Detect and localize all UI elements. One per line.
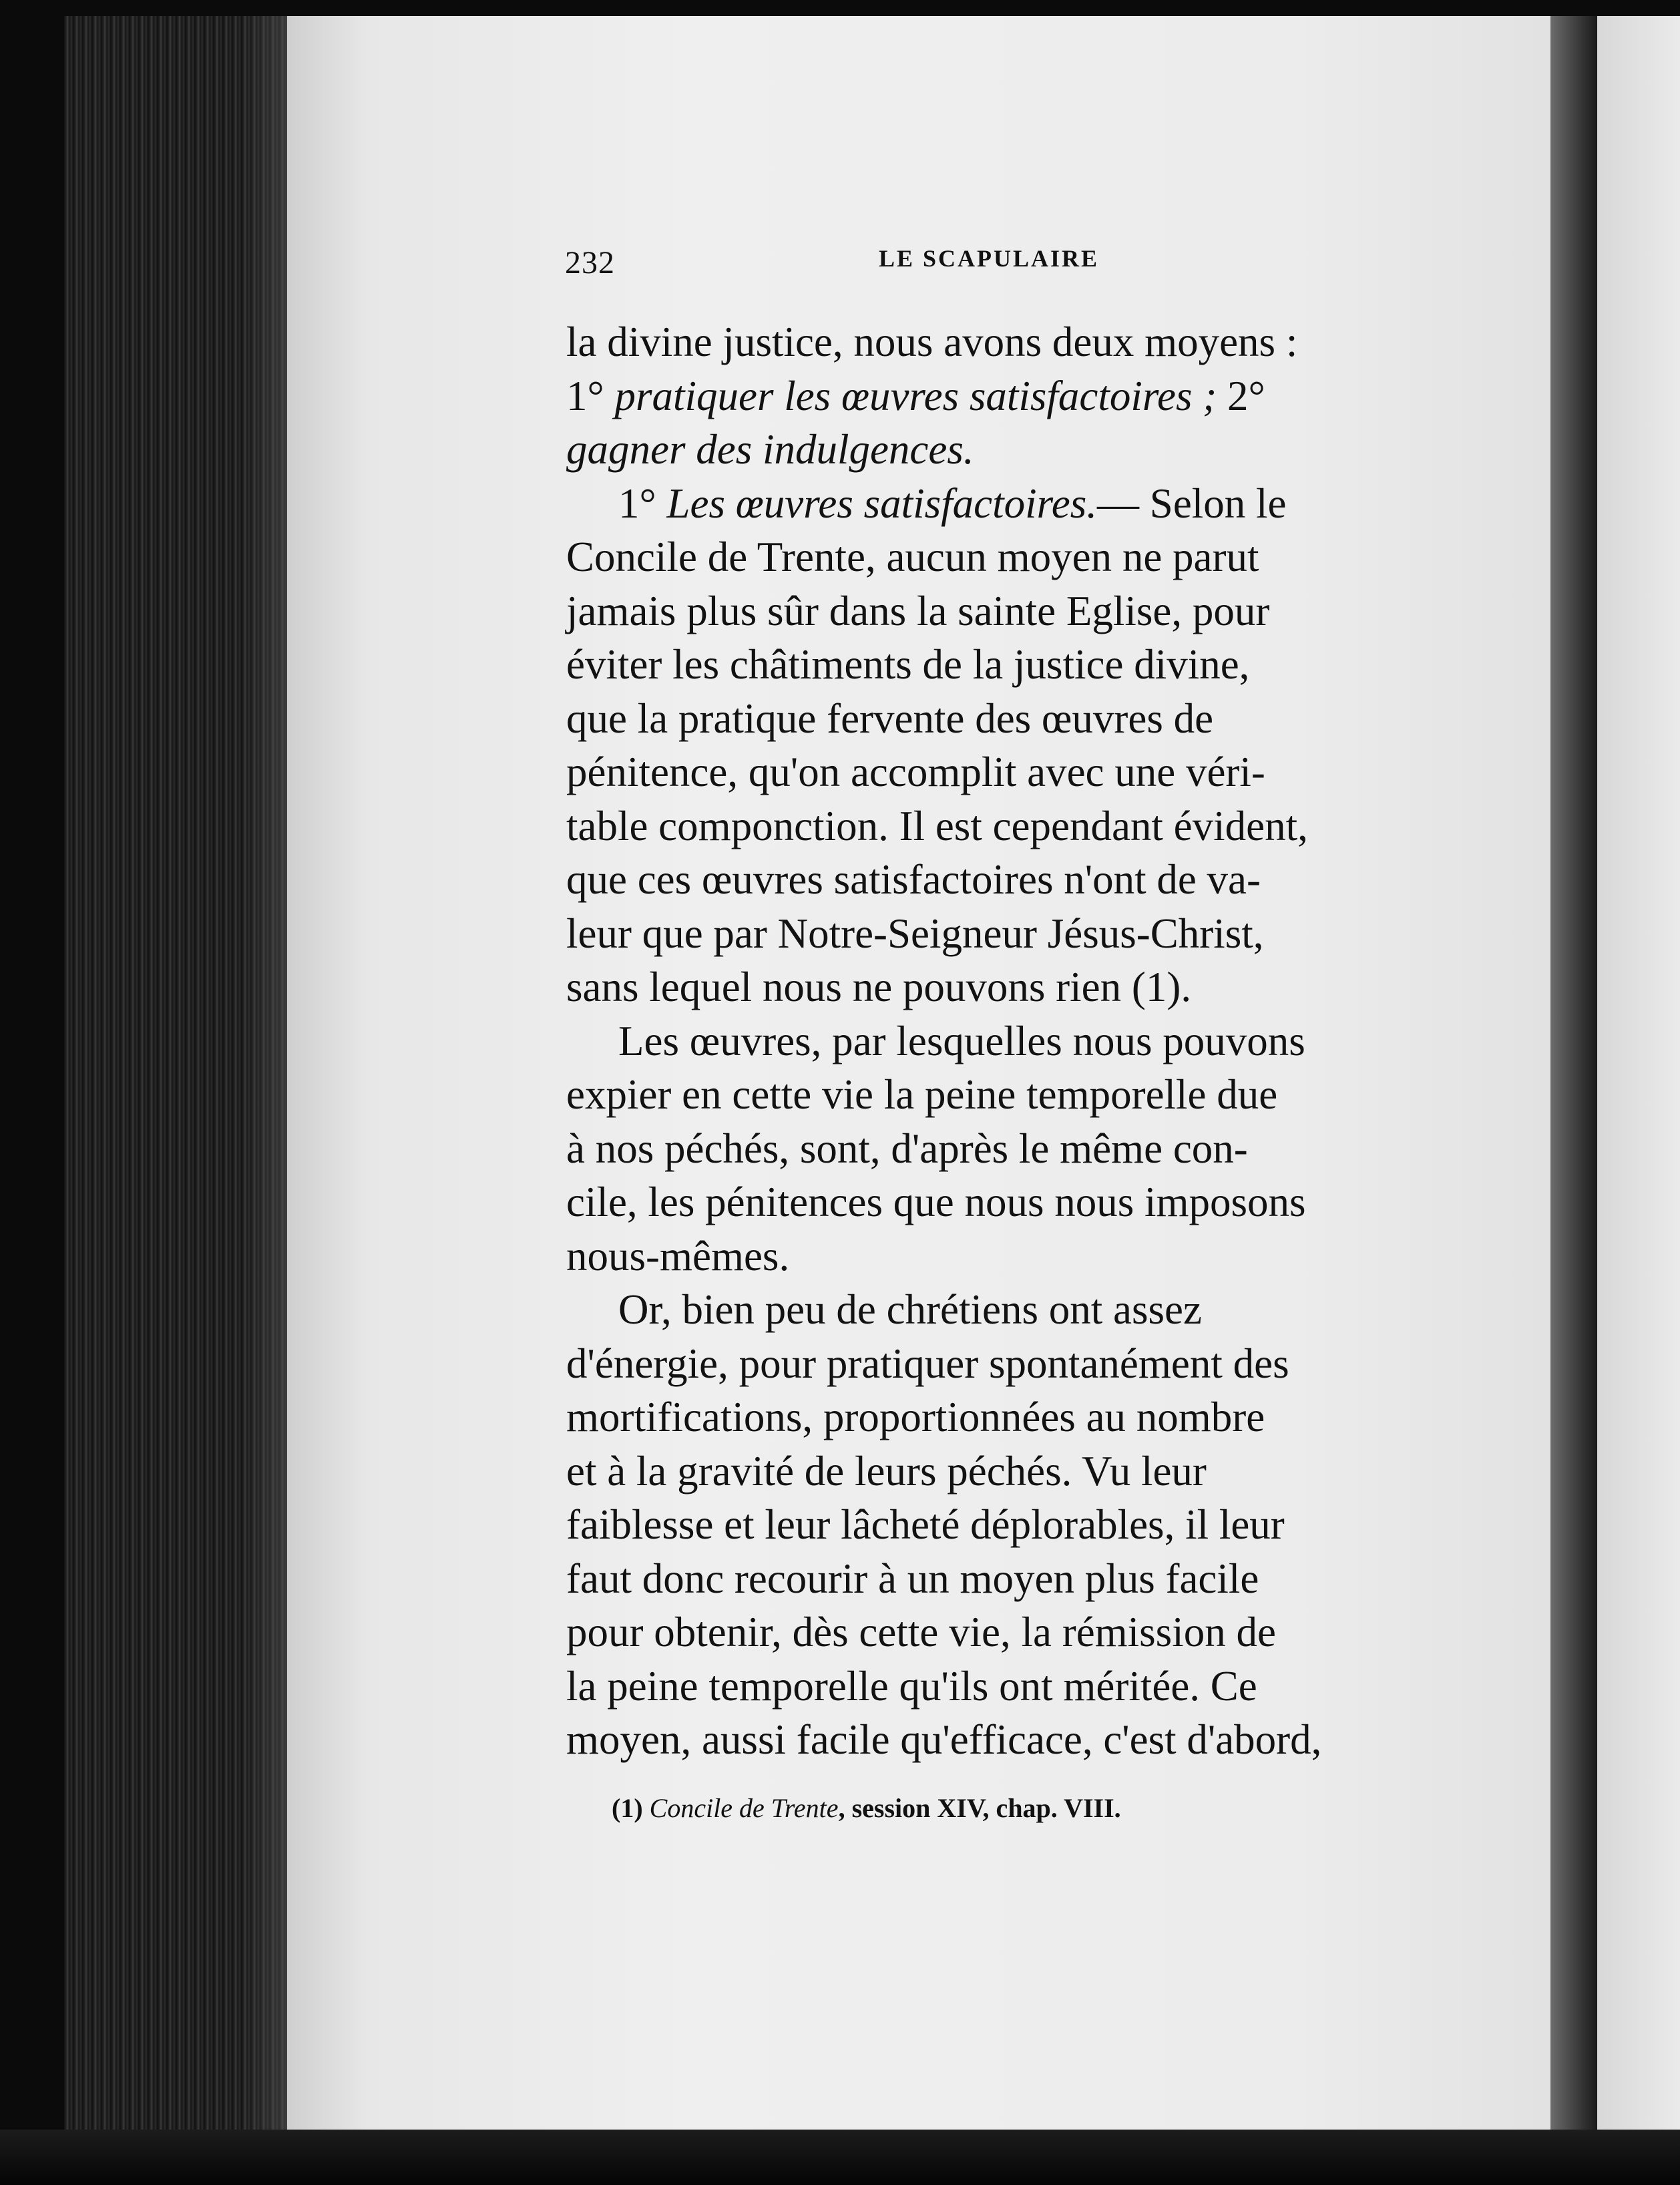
text-line: Les œuvres, par lesquelles nous pouvons: [618, 1017, 1305, 1064]
text-line: nous-mêmes.: [566, 1232, 790, 1279]
scan-bottom-border: [0, 2130, 1680, 2185]
text-line: pour obtenir, dès cette vie, la rémission de: [566, 1609, 1276, 1655]
text-line: faiblesse et leur lâcheté déplorables, il leur: [566, 1501, 1285, 1548]
text-line: mortifications, proportionnées au nombre: [566, 1394, 1265, 1440]
section-heading: Les œuvres satisfactoires.: [666, 479, 1098, 527]
text-line: moyen, aussi facile qu'efficace, c'est d'abord,: [566, 1716, 1322, 1763]
text-line: faut donc recourir à un moyen plus facile: [566, 1555, 1259, 1602]
footnote: [612, 1792, 1121, 1824]
footnote-marker: (1): [612, 1793, 643, 1823]
text-line: gagner des indulgences.: [566, 426, 974, 473]
text-line: que ces œuvres satisfactoires n'ont de va-: [566, 856, 1261, 903]
text-line: Concile de Trente, aucun moyen ne parut: [566, 534, 1259, 580]
text-line: Or, bien peu de chrétiens ont assez: [618, 1286, 1202, 1333]
text-line: expier en cette vie la peine temporelle due: [566, 1071, 1278, 1118]
page-number: 232: [565, 245, 615, 280]
text-line: la divine justice, nous avons deux moyens :: [566, 319, 1298, 365]
text-line: à nos péchés, sont, d'après le même con-: [566, 1125, 1248, 1172]
book-edge-shading: [240, 16, 294, 2130]
footnote-source: Concile de Trente: [649, 1793, 839, 1823]
section-heading-line: 1° Les œuvres satisfactoires.— Selon le: [618, 479, 1287, 527]
text-line: et à la gravité de leurs péchés. Vu leur: [566, 1447, 1207, 1495]
text-line: jamais plus sûr dans la sainte Eglise, pour: [566, 587, 1270, 634]
text-line: d'énergie, pour pratiquer spontanément des: [566, 1340, 1289, 1387]
text-line: table componction. Il est cependant évident,: [566, 802, 1308, 849]
book-gutter: [1550, 16, 1597, 2130]
text-line: leur que par Notre-Seigneur Jésus-Christ,: [566, 910, 1264, 957]
text-line: que la pratique fervente des œuvres de: [566, 694, 1214, 742]
text-line: la peine temporelle qu'ils ont méritée. Ce: [566, 1662, 1257, 1710]
text-line: 1° pratiquer les œuvres satisfactoires ; 2°: [566, 372, 1265, 419]
running-title: LE SCAPULAIRE: [879, 245, 1100, 272]
text-line: cile, les pénitences que nous nous imposons: [566, 1179, 1306, 1225]
body-text: [566, 315, 1416, 1767]
facing-page-edge: [1597, 16, 1680, 2130]
text-line: sans lequel nous ne pouvons rien (1).: [566, 964, 1192, 1010]
footnote-reference: , session XIV, chap. VIII.: [838, 1793, 1121, 1823]
text-line: éviter les châtiments de la justice divine,: [566, 641, 1250, 688]
text-line: pénitence, qu'on accomplit avec une véri-: [566, 749, 1265, 795]
